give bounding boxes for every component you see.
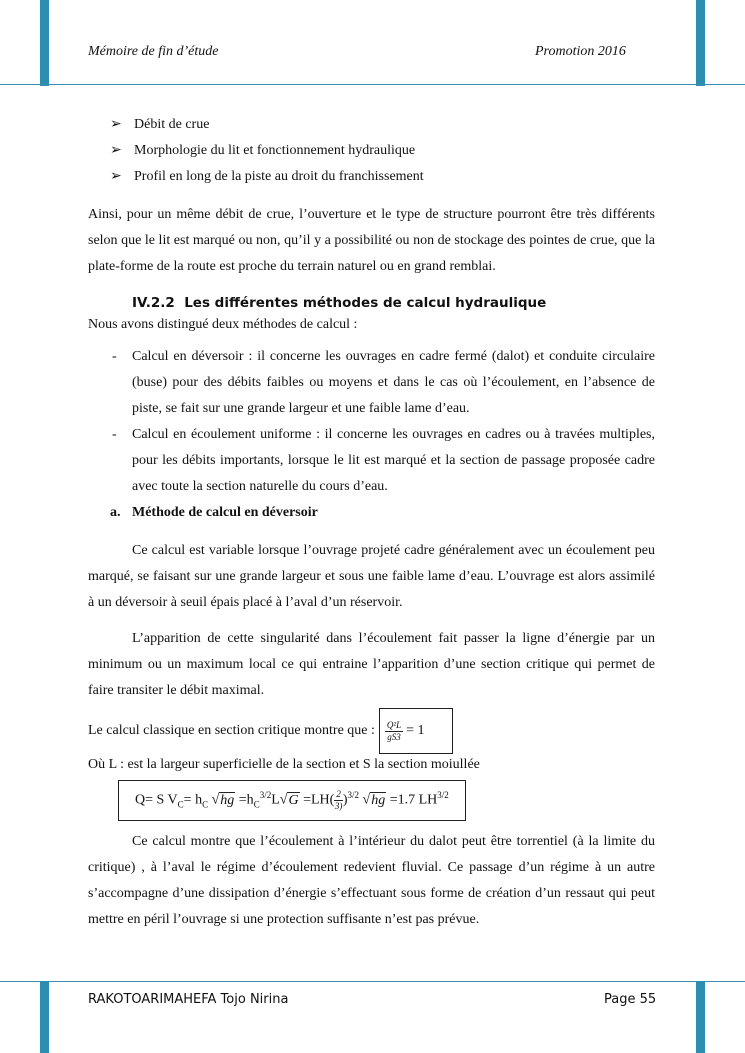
section-number: IV.2.2 [132, 295, 175, 311]
inline-fraction: $\frac{2}{3)}$ [334, 789, 343, 811]
bottom-left-bar [40, 981, 49, 1053]
list-item: ➢ Morphologie du lit et fonctionnement hydraulique [88, 138, 655, 164]
section-heading [88, 292, 655, 314]
section-title: Les différentes méthodes de calcul hydraulique [184, 295, 547, 311]
top-right-bar [696, 0, 705, 86]
arrow-bullet-icon: ➢ [110, 143, 122, 158]
sqrt-icon: √ [362, 792, 371, 808]
critical-section-text: Le calcul classique en section critique montre que : [88, 723, 375, 738]
paragraph-conclusion: Ce calcul montre que l’écoulement à l’intérieur du dalot peut être torrentiel (à la limite du critique) , à l’aval le régime d’écoulement redevient fluvial. Ce passage d’un régime à un autre s’accompagne d’une dissipation d’énergie s’effectuant sous forme de création d’un ressaut qui peut mettre en péril l’ouvrage si une protection suffisante n’est pas prévue. [88, 834, 655, 927]
formula-rhs: = 1 [406, 723, 425, 738]
subsection-title: Méthode de calcul en déversoir [132, 505, 318, 520]
paragraph-calcul-variable: Ce calcul est variable lorsque l’ouvrage projeté cadre généralement avec un écoulement peu marqué, se faisant sur une grande largeur et sous une faible lame d’eau. L’ouvrage est alors assimilé à un déversoir à seuil épais placé à l’aval d’un réservoir. [88, 543, 655, 610]
arrow-bullet-icon: ➢ [110, 169, 122, 184]
bullet-list [88, 112, 655, 190]
top-left-bar [40, 0, 49, 86]
methods-intro: Nous avons distingué deux méthodes de calcul : [88, 317, 358, 332]
sqrt-icon: √ [279, 792, 288, 808]
header-left: Mémoire de fin d’étude [88, 44, 219, 59]
list-item: - Calcul en écoulement uniforme : il concerne les ouvrages en cadres ou à travées multiples, pour les débits importants, lorsque le lit est marqué et la section de passage proposée cadre avec toute la section naturelle du cours d’eau. [88, 422, 655, 500]
fraction-numerator: Q²L [386, 719, 402, 730]
sqrt-icon: √ [211, 792, 220, 808]
subsection-letter: a. [110, 505, 121, 520]
discharge-formula-box: Q= S $V_C= h_C$ $√hg =h_C^{3/2}L√G =LH$( $\frac{2}{3)}$ )$^{3/2}$ √hg =1.7 $LH^{3/2}$ [118, 780, 466, 821]
critical-fraction [385, 720, 403, 743]
paragraph-ainsi: Ainsi, pour un même débit de crue, l’ouverture et le type de structure pourront être très différents selon que le lit est marqué ou non, qu’il y a possibilité ou non de stockage des pointes de crue, que la plate-forme de la route est proche du terrain naturel ou en grand remblai. [88, 207, 655, 274]
methods-list [88, 344, 655, 500]
list-item: ➢ Débit de crue [88, 112, 655, 138]
paragraph-apparition: L’apparition de cette singularité dans l’écoulement fait passer la ligne d’énergie par un minimum ou un maximum local ce qui entraine l’apparition d’une section critique qui permet de faire transiter le débit maximal. [88, 631, 655, 698]
dash-marker: - [112, 349, 117, 364]
critical-formula-box [379, 708, 453, 754]
dash-marker: - [112, 427, 117, 442]
where-text: Où L : est la largeur superficielle de la section et S la section moiullée [88, 757, 480, 772]
fraction-denominator: gS3 [387, 731, 401, 742]
header-right: Promotion 2016 [535, 44, 626, 59]
footer-rule [0, 981, 745, 982]
critical-section-line [88, 708, 655, 754]
header-rule [0, 84, 745, 85]
arrow-bullet-icon: ➢ [110, 117, 122, 132]
list-item: ➢ Profil en long de la piste au droit du franchissement [88, 164, 655, 190]
page-content [88, 112, 655, 933]
footer-author: RAKOTOARIMAHEFA Tojo Nirina [88, 992, 289, 1007]
subsection-heading [88, 500, 655, 526]
bottom-right-bar [696, 981, 705, 1053]
list-item: - Calcul en déversoir : il concerne les ouvrages en cadre fermé (dalot) et conduite circulaire (buse) pour des débits faibles ou moyens et dans le cas où l’écoulement, en l’absence de piste, se fait sur une grande largeur et une faible lame d’eau. [88, 344, 655, 422]
page-number: Page 55 [604, 992, 657, 1007]
